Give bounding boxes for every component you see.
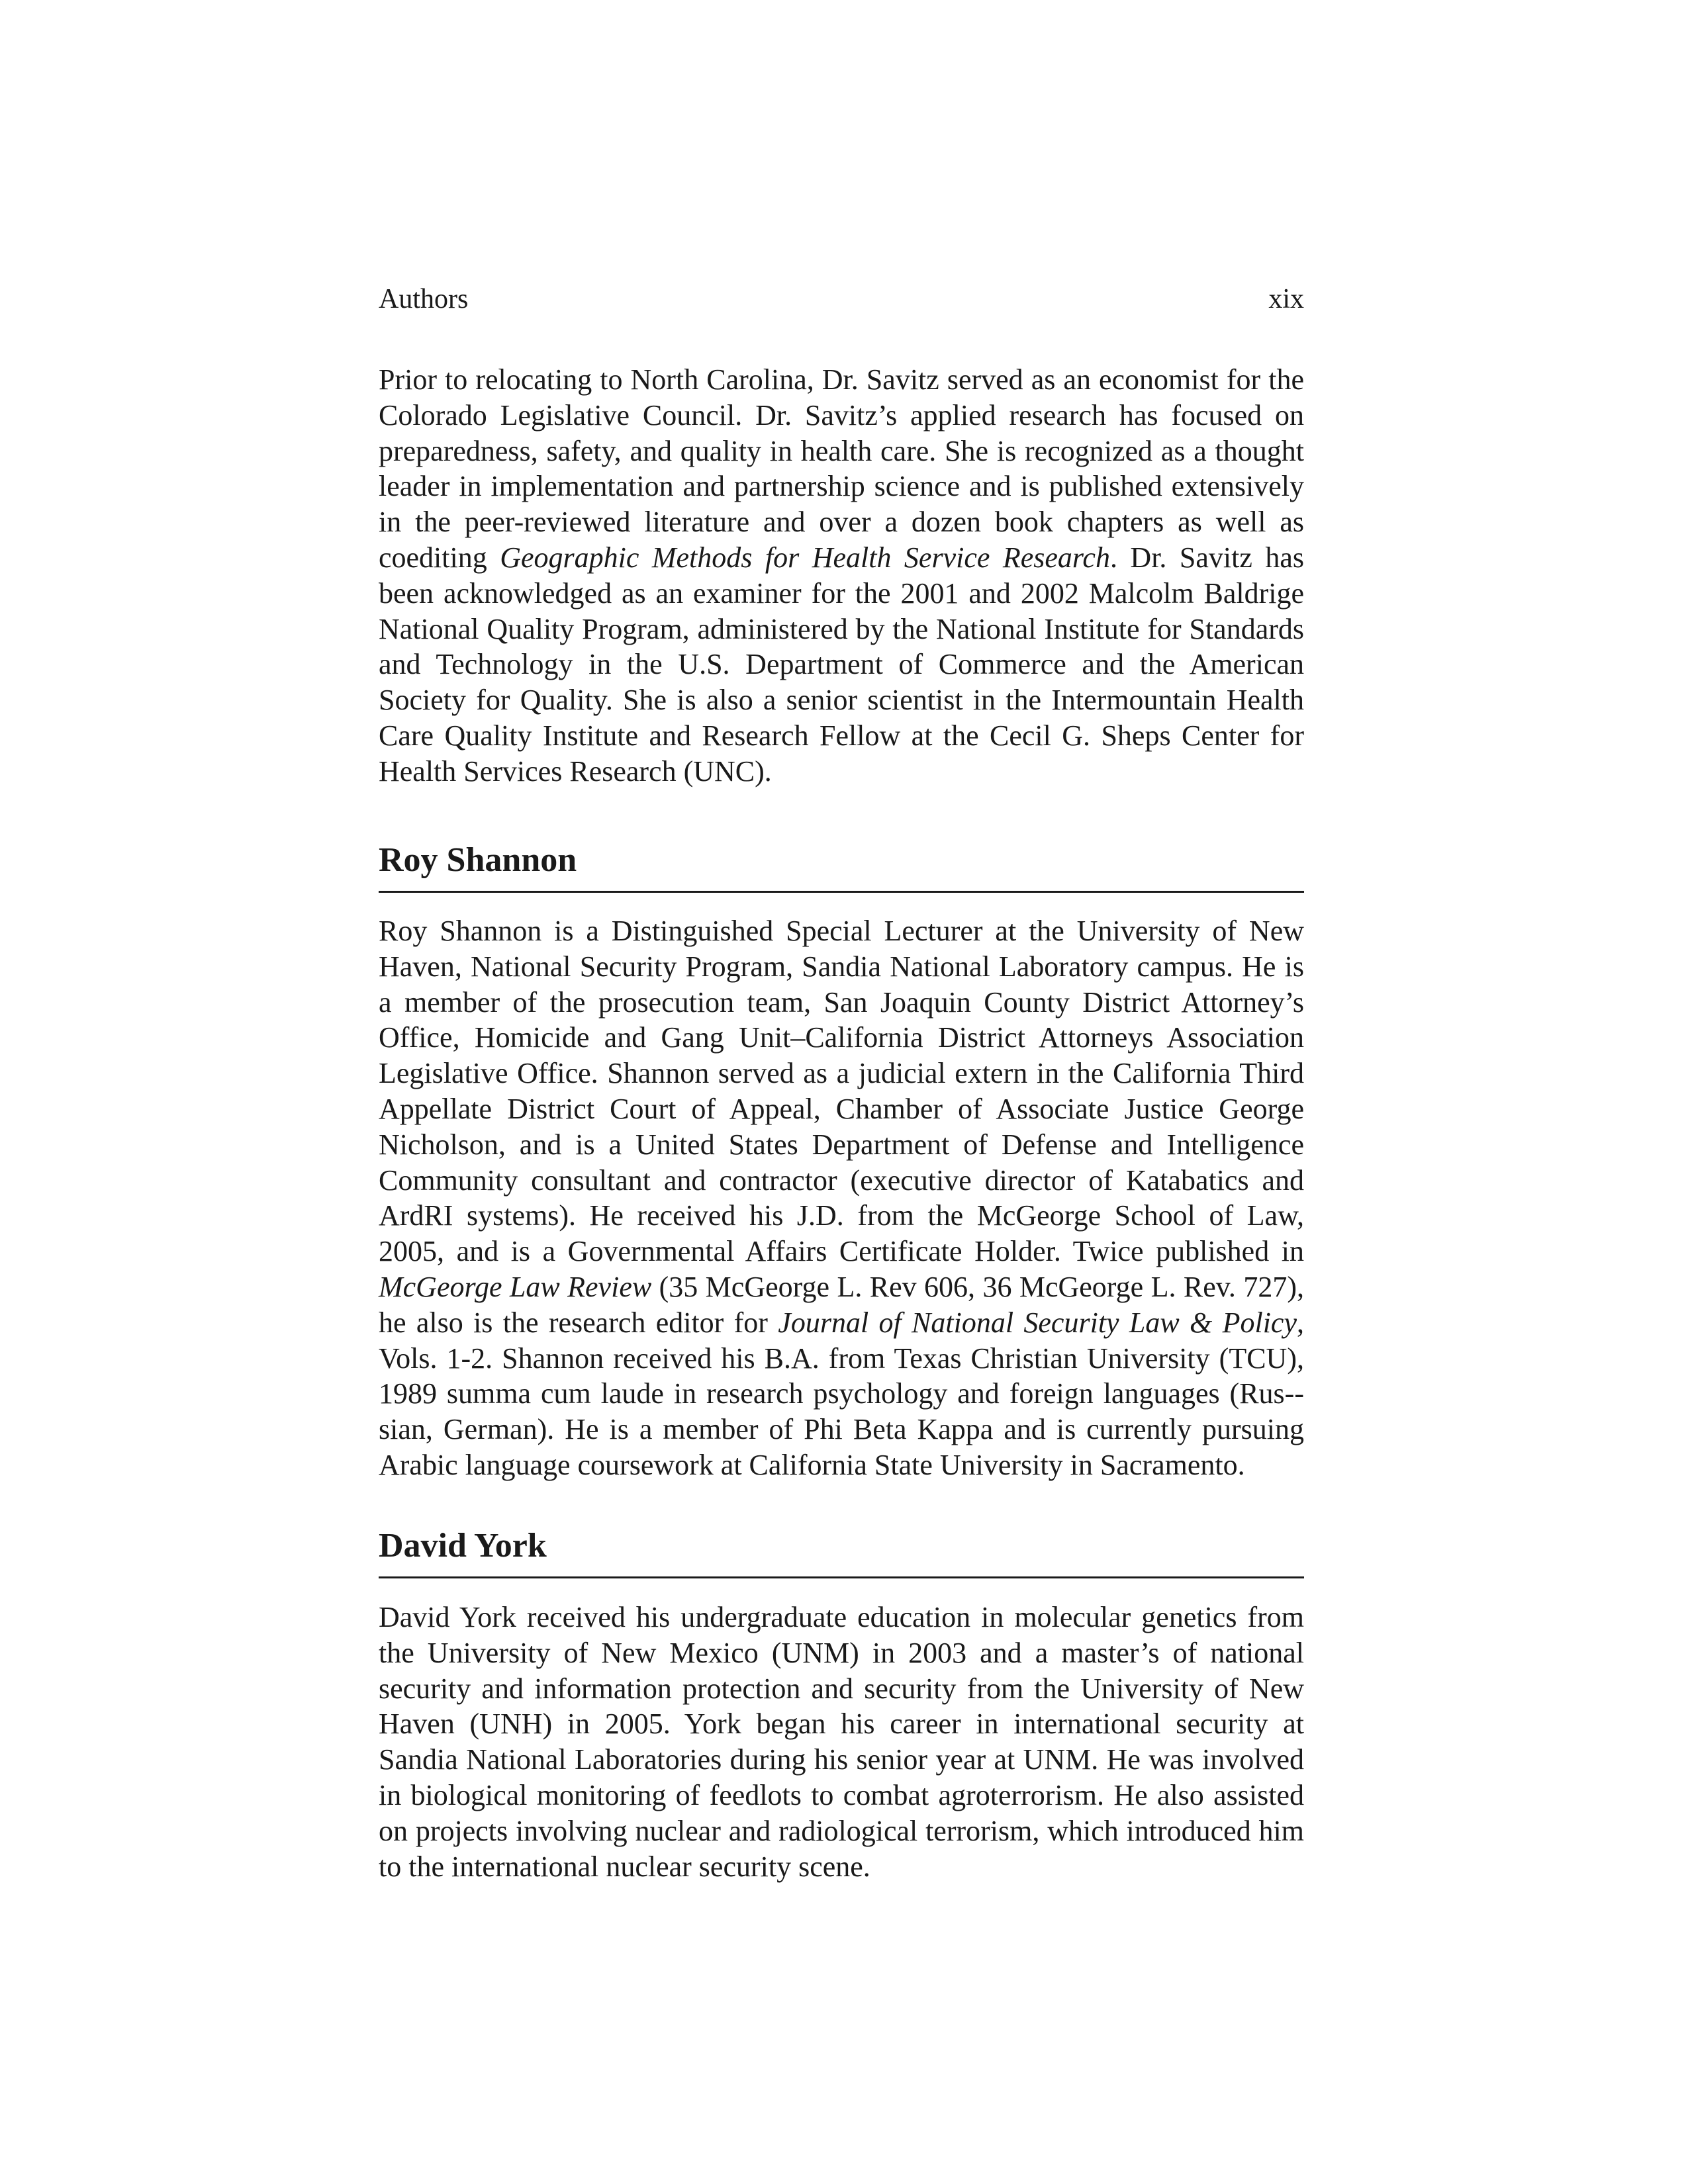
shannon-bio-paragraph xyxy=(379,913,1304,1483)
savitz-text-part-1: Prior to relocating to North Carolina, Dr. Savitz served as an economist for the Colorado Legislative Council. Dr. Savitz’s applied research has focused on preparedness, safety, and quality in health care. She is recognized as a thought leader in implementation and partnership science and is published extensively in the peer-reviewed literature and over a dozen book chapters as well as coediting xyxy=(379,363,1304,574)
shannon-text-part-1: Roy Shannon is a Distinguished Special Lecturer at the University of New Haven, National Security Program, Sandia National Laboratory campus. He is a member of the prosecution team, San Joaquin County District Attorney’s Office, Homicide and Gang Unit–California District Attorneys Association Legislative Office. Shannon served as a judicial extern in the California Third Appellate District Court of Appeal, Chamber of Associate Justice George Nicholson, and is a United States Department of Defense and Intelligence Community consultant and contractor (executive director of Katabatics and ArdRI systems). He received his J.D. from the McGeorge School of Law, 2005, and is a Governmental Affairs Certificate Holder. Twice published in xyxy=(379,915,1304,1268)
page-number: xix xyxy=(1268,284,1304,314)
york-text-part-1: David York received his undergraduate education in molecular genetics from the University of New Mexico (UNM) in 2003 and a master’s of national security and information protection and security from the University of New Haven (UNH) in 2005. York began his career in international security at Sandia National Laboratories during his senior year at UNM. He was involved in biological monitoring of feedlots to combat agroterrorism. He also assisted on projects involving nuclear and radiological terrorism, which introduced him to the international nuclear security scene. xyxy=(379,1601,1304,1883)
shannon-text-part-2: (35 McGeorge L. Rev 606, 36 McGeorge L. Rev. 727), he also is the research editor for xyxy=(379,1270,1304,1339)
shannon-journal-2: Journal of National Security Law & Policy xyxy=(778,1306,1297,1339)
running-head-section: Authors xyxy=(379,284,469,314)
york-bio-paragraph xyxy=(379,1600,1304,1884)
running-head xyxy=(379,279,1304,319)
savitz-text-part-2: . Dr. Savitz has been acknowledged as an examiner for the 2001 and 2002 Malcolm Baldrige National Quality Program, administered by the National Institute for Standards and Technology in the U.S. Department of Commerce and the American Society for Quality. She is also a senior scientist in the Intermountain Health Care Quality Institute and Research Fellow at the Cecil G. Sheps Center for Health Services Research (UNC). xyxy=(379,541,1305,788)
york-heading: David York xyxy=(379,1525,1304,1578)
shannon-heading: Roy Shannon xyxy=(379,839,1304,893)
savitz-book-title: Geographic Methods for Health Service Research xyxy=(500,541,1110,574)
shannon-journal-1: McGeorge Law Review xyxy=(379,1270,652,1303)
shannon-text-part-3: , Vols. 1-2. Shannon received his B.A. from Texas Christian University (TCU), 1989 summa cum laude in research psychology and foreign languages (Rus-sian, German). He is a member of Phi Beta Kappa and is currently pursuing Arabic language coursework at California State University in Sacramento. xyxy=(379,1306,1304,1481)
savitz-bio-paragraph xyxy=(379,362,1304,790)
